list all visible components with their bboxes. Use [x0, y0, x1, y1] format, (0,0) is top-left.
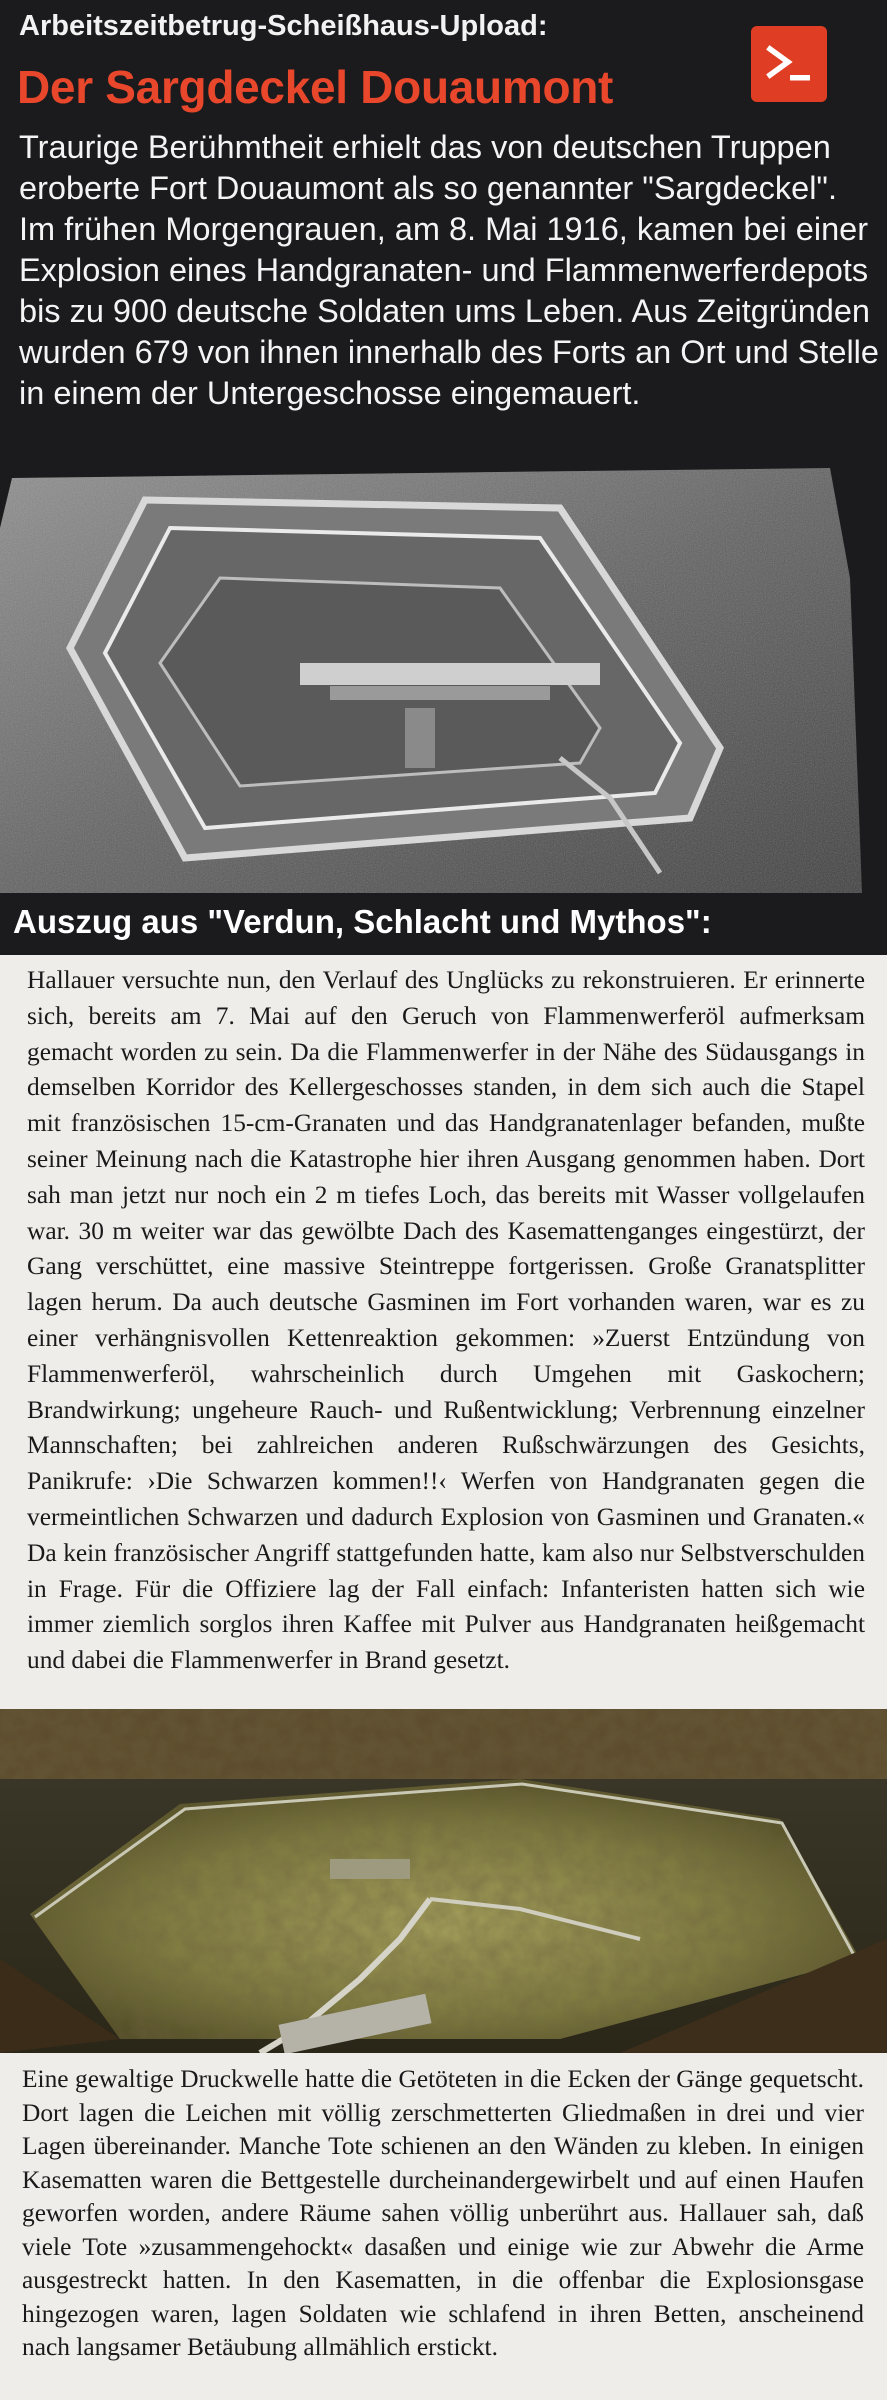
book-excerpt-scan-1 [0, 955, 887, 1709]
post-kicker: Arbeitszeitbetrug-Scheißhaus-Upload: [19, 10, 548, 42]
modern-aerial-photo [0, 1709, 887, 2053]
header [0, 0, 887, 468]
book-excerpt-text-2: Eine gewaltige Druckwelle hatte die Getöteten in die Ecken der Gänge gequetscht. Dort lagen die Leichen mit völlig zerschmetterten Gliedmaßen in drei und vier Lagen übereinander. Manche Tote schienen an den Wänden zu kleben. In einigen Kasematten waren die Bettgestelle durcheinandergewirbelt und auf einen Haufen geworfen worden, andere Räume sahen völlig unberührt aus. Hallauer sah, daß viele Tote »zusammengehockt« dasaßen und einige wie zur Abwehr die Arme ausgestreckt hatten. In den Kasematten, in die offenbar die Explosionsgase hingezogen waren, lagen Soldaten wie schlafend in ihren Betten, anscheinend nach langsamer Betäubung allmählich erstickt. [22, 2065, 864, 2361]
book-excerpt-text-1: Hallauer versuchte nun, den Verlauf des Unglücks zu rekonstruieren. Er erinnerte sich, bereits am 7. Mai auf den Geruch von Flammenwerferöl aufmerksam gemacht worden zu sein. Da die Flammenwerfer in der Nähe des Südausgangs in demselben Korridor des Kellergeschosses standen, in dem sich auch die Stapel mit französischen 15-cm-Granaten und das Handgranatenlager befanden, mußte seiner Meinung nach die Katastrophe hier ihren Ausgang genommen haben. Dort sah man jetzt nur noch ein 2 m tiefes Loch, das bereits mit Wasser vollgelaufen war. 30 m weiter war das gewölbte Dach des Kasemattenganges eingestürzt, der Gang verschüttet, eine massive Steintreppe fortgerissen. Große Granatsplitter lagen herum. Da auch deutsche Gasminen im Fort vorhanden waren, war es zu einer verhängnisvollen Kettenreaktion gekommen: »Zuerst Entzündung von Flammenwerferöl, wahrscheinlich durch Umgehen mit Gaskochern; Brandwirkung; ungeheure Rauch- und Rußentwicklung; Verbrennung einzelner Mannschaften; bei zahlreichen anderen Rußschwärzungen des Gesichts, Panikrufe: ›Die Schwarzen kommen!!‹ Werfen von Handgranaten gegen die vermeintlichen Schwarzen und dadurch Explosion von Gasminen und Granaten.« Da kein französischer Angriff stattgefunden hatte, kam also nur Selbstverschulden in Frage. Für die Offiziere lag der Fall einfach: Infanteristen hatten sich wie immer ziemlich sorglos ihren Kaffee mit Pulver aus Handgranaten heißgemacht und dabei die Flammenwerfer in Brand gesetzt. [27, 966, 865, 1675]
historic-aerial-photo [0, 468, 887, 893]
book-excerpt-scan-2 [0, 2053, 887, 2400]
post-title: Der Sargdeckel Douaumont [17, 61, 614, 113]
terminal-prompt-icon [751, 26, 827, 102]
intro-text: Traurige Berühmtheit erhielt das von deutschen Truppen eroberte Fort Douaumont als so genannter "Sargdeckel". Im frühen Morgengrauen, am 8. Mai 1916, kamen bei einer Explosion eines Handgranaten- und Flammenwerferdepots bis zu 900 deutsche Soldaten ums Leben. Aus Zeitgründen wurden 679 von ihnen innerhalb des Forts an Ort und Stelle in einem der Untergeschosse eingemauert. [19, 129, 879, 411]
section-label: Auszug aus "Verdun, Schlacht und Mythos": [13, 903, 712, 940]
